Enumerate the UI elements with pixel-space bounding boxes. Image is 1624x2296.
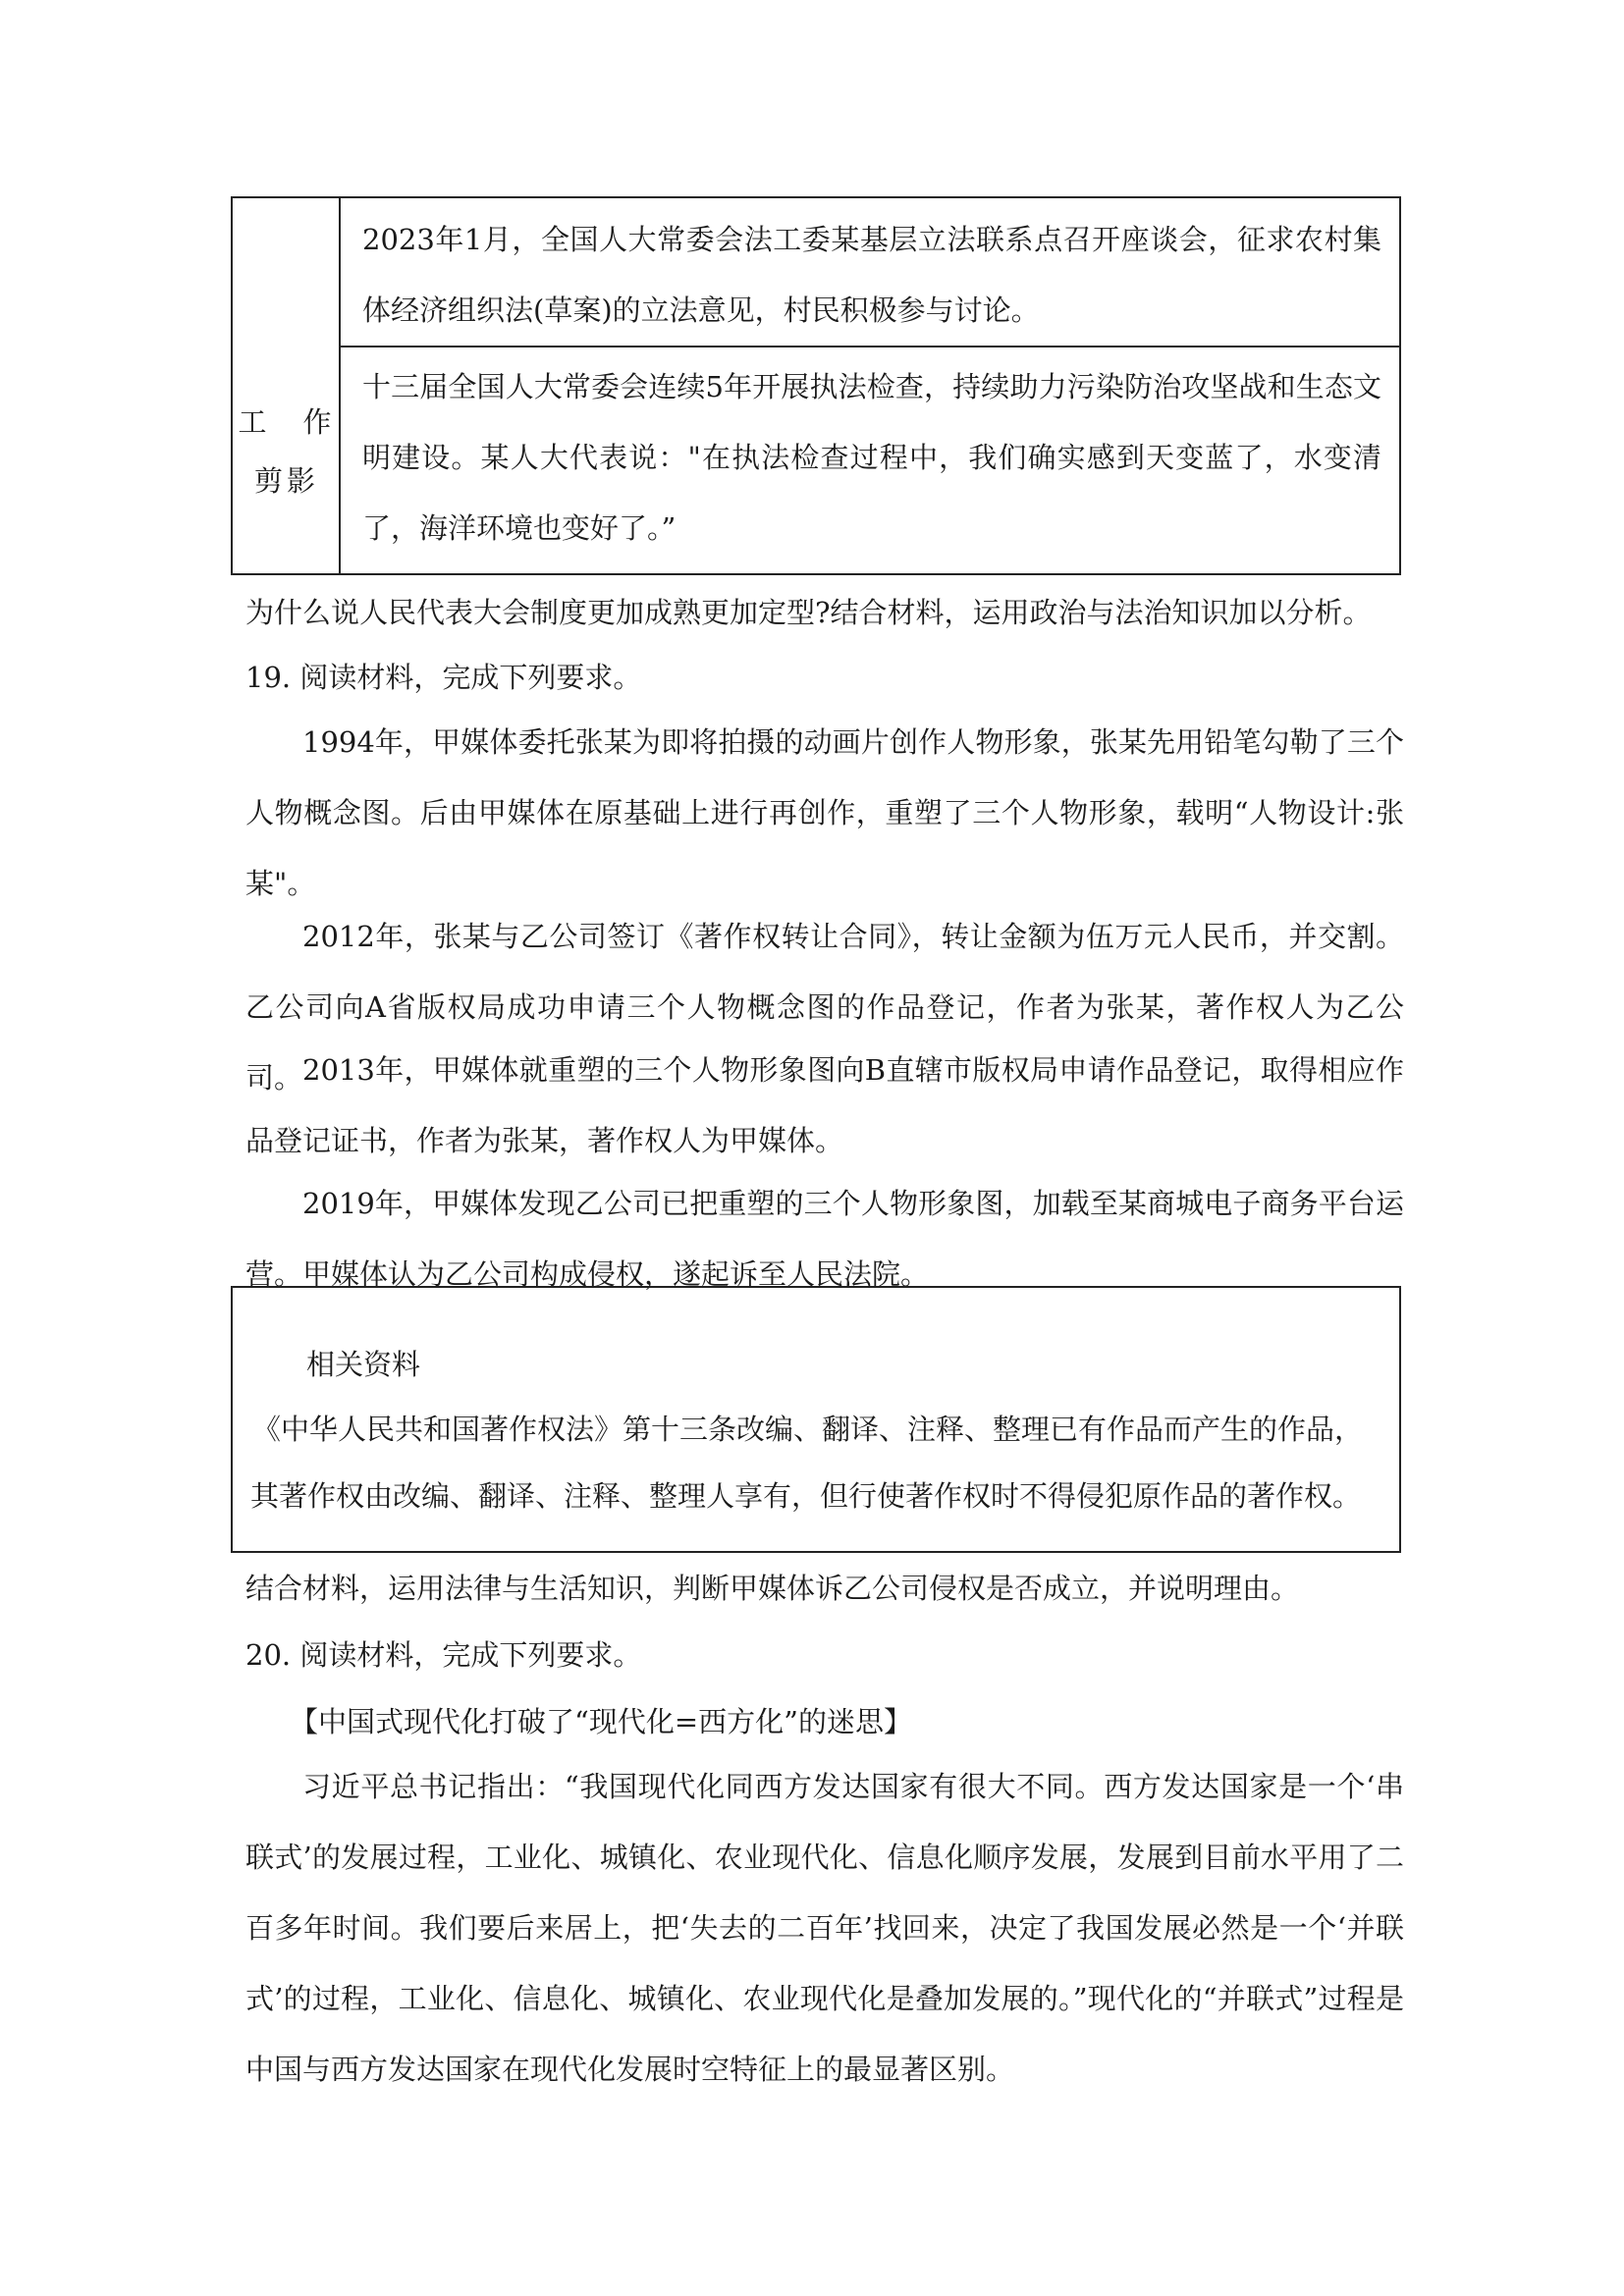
question18-prompt: 为什么说人民代表大会制度更加成熟更加定型?结合材料，运用政治与法治知识加以分析。 [245,596,1372,629]
related-materials-box [231,1286,1401,1553]
work-snapshot-table [231,196,1401,575]
table-label-line2: 剪影 [253,464,319,498]
q20-paragraph-1: 习近平总书记指出：“我国现代化同西方发达国家有很大不同。西方发达国家是一个‘串联式’的发展过程，工业化、城镇化、农业现代化、信息化顺序发展，发展到目前水平用了二百多年时间。我们要后来居上，把‘失去的二百年’找回来，决定了我国发展必然是一个‘并联式’的过程，工业化、信息化、城镇化、农业现代化是叠加发展的。”现代化的“并联式”过程是中国与西方发达国家在现代化发展时空特征上的最显著区别。 [245,1770,1404,2086]
table-row2-text: 十三届全国人大常委会连续5年开展执法检查，持续助力污染防治攻坚战和生态文明建设。某人大代表说："在执法检查过程中，我们确实感到天变蓝了，水变清了，海洋环境也变好了。” [362,370,1381,545]
question19-prompt: 结合材料，运用法律与生活知识，判断甲媒体诉乙公司侵权是否成立，并说明理由。 [245,1572,1300,1605]
related-materials-line1: 《中华人民共和国著作权法》第十三条改编、翻译、注释、整理已有作品而产生的作品， [252,1413,1364,1446]
question20-title: 20. 阅读材料，完成下列要求。 [245,1638,642,1672]
table-row [341,347,1399,573]
table-label-column [233,198,341,573]
related-materials-title: 相关资料 [306,1348,421,1381]
q19-paragraph-3: 2013年，甲媒体就重塑的三个人物形象图向B直辖市版权局申请作品登记，取得相应作品登记证书，作者为张某，著作权人为甲媒体。 [245,1053,1404,1157]
q19-paragraph-4: 2019年，甲媒体发现乙公司已把重塑的三个人物形象图，加载至某商城电子商务平台运营。甲媒体认为乙公司构成侵权，遂起诉至人民法院。 [245,1187,1404,1291]
q19-paragraph-1: 1994年，甲媒体委托张某为即将拍摄的动画片创作人物形象，张某先用铅笔勾勒了三个人物概念图。后由甲媒体在原基础上进行再创作，重塑了三个人物形象，载明“人物设计:张某"。 [245,725,1404,900]
question19-title: 19. 阅读材料，完成下列要求。 [245,661,642,694]
table-row1-text: 2023年1月，全国人大常委会法工委某基层立法联系点召开座谈会，征求农村集体经济组织法(草案)的立法意见，村民积极参与讨论。 [362,223,1381,327]
q20-heading: 【中国式现代化打破了“现代化=西方化”的迷思】 [290,1705,912,1738]
table-label-line1: 工 作 [238,405,336,439]
q19-paragraph-2: 2012年，张某与乙公司签订《著作权转让合同》，转让金额为伍万元人民币，并交割。乙公司向A省版权局成功申请三个人物概念图的作品登记，作者为张某，著作权人为乙公司。 [245,920,1404,1095]
related-materials-line2: 其著作权由改编、翻译、注释、整理人享有，但行使著作权时不得侵犯原作品的著作权。 [250,1479,1362,1513]
table-row [341,198,1399,347]
